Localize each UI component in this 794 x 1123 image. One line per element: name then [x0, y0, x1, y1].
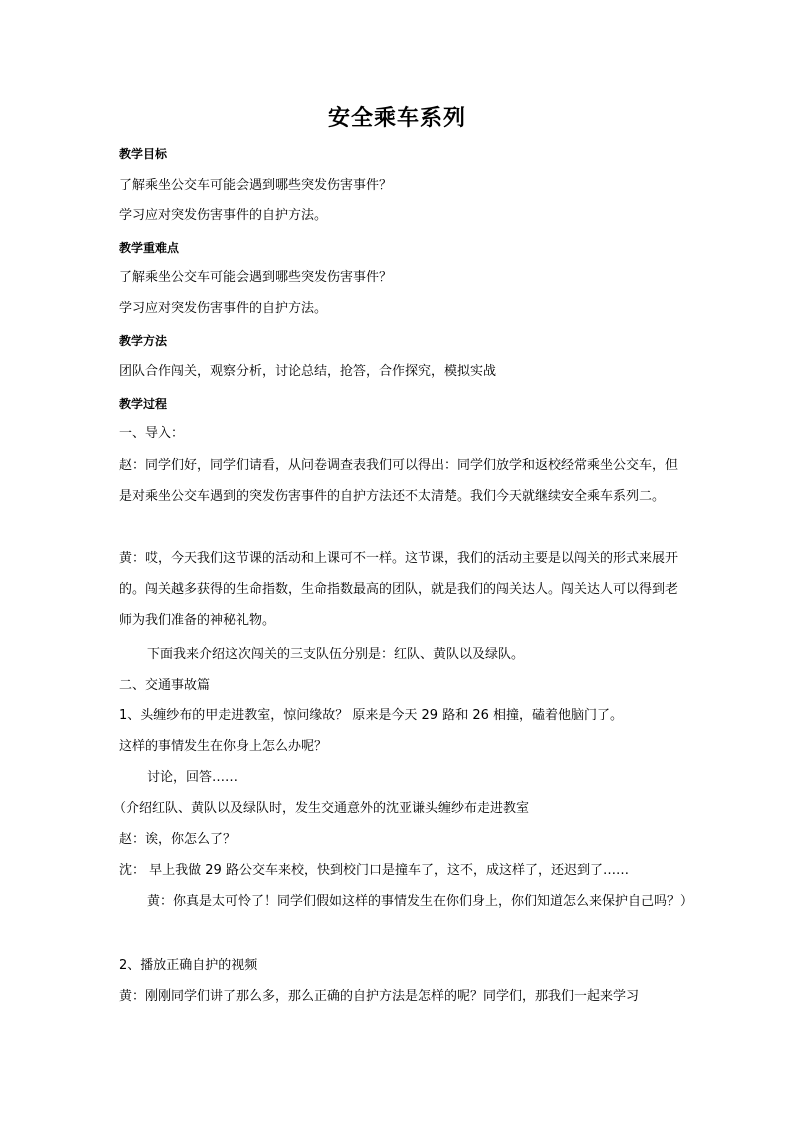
stage-note: （介绍红队、黄队以及绿队时，发生交通意外的沈亚谦头缠纱布走进教室	[113, 801, 530, 816]
dialogue-zhao-2: 赵：诶，你怎么了？	[119, 832, 237, 847]
dialogue-shen-1: 沈： 早上我做 29 路公交车来校，快到校门口是撞车了，这不，成这样了，还迟到了……	[119, 863, 629, 878]
section-heading-goals: 教学目标	[119, 147, 168, 161]
teams-intro: 下面我来介绍这次闯关的三支队伍分别是：红队、黄队以及绿队。	[147, 647, 525, 662]
key-point-item: 学习应对突发伤害事件的自护方法。	[119, 301, 328, 316]
section-heading-method: 教学方法	[119, 334, 168, 348]
subsection-heading-traffic: 二、交通事故篇	[119, 678, 211, 693]
section-heading-process: 教学过程	[119, 397, 168, 411]
list-item-1: 1、头缠纱布的甲走进教室，惊问缘故？ 原来是今天 29 路和 26 相撞，磕着他脑门了。	[119, 708, 624, 723]
goal-item: 学习应对突发伤害事件的自护方法。	[119, 208, 328, 223]
dialogue-huang-3: 黄：刚刚同学们讲了那么多，那么正确的自护方法是怎样的呢？同学们，那我们一起来学习	[119, 989, 640, 1004]
section-heading-key-points: 教学重难点	[119, 241, 180, 255]
discussion-text: 讨论，回答……	[147, 770, 239, 785]
dialogue-huang-2: 黄：你真是太可怜了！同学们假如这样的事情发生在你们身上，你们知道怎么来保护自己吗？）	[147, 894, 694, 909]
goal-item: 了解乘坐公交车可能会遇到哪些突发伤害事件？	[119, 178, 393, 193]
question-text: 这样的事情发生在你身上怎么办呢？	[119, 739, 328, 754]
subsection-heading-intro: 一、导入：	[119, 426, 185, 441]
document-title: 安全乘车系列	[327, 106, 466, 131]
dialogue-zhao-1: 赵：同学们好，同学们请看，从问卷调查表我们可以得出：同学们放学和返校经常乘坐公交车，但是对乘坐公交车遇到的突发伤害事件的自护方法还不太清楚。我们今天就继续安全乘车系列二。	[119, 458, 679, 504]
list-item-2: 2、播放正确自护的视频	[119, 958, 258, 973]
dialogue-huang-1: 黄：哎，今天我们这节课的活动和上课可不一样。这节课，我们的活动主要是以闯关的形式来展开的。闯关越多获得的生命指数，生命指数最高的团队，就是我们的闯关达人。闯关达人可以得到老师为我们准备的神秘礼物。	[119, 551, 679, 628]
key-point-item: 了解乘坐公交车可能会遇到哪些突发伤害事件？	[119, 270, 393, 285]
method-text: 团队合作闯关，观察分析，讨论总结，抢答，合作探究，模拟实战	[119, 364, 497, 379]
